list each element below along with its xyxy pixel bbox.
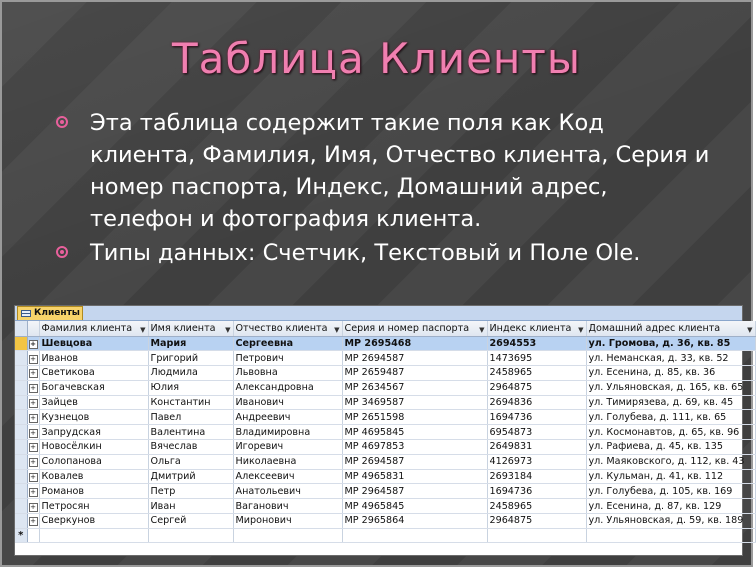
expand-plus-icon[interactable]: +: [30, 384, 36, 393]
table-cell[interactable]: ул. Кульман, д. 41, кв. 112: [586, 469, 755, 484]
table-row[interactable]: [15, 395, 755, 410]
expander-cell: [27, 514, 39, 529]
table-cell[interactable]: Сергеевна: [233, 336, 342, 351]
row-selector[interactable]: [15, 499, 27, 514]
expand-plus-icon[interactable]: +: [30, 369, 36, 378]
bullet-item: [56, 237, 716, 269]
expander-cell: [27, 351, 39, 366]
table-cell[interactable]: ул. Голубева, д. 111, кв. 65: [586, 410, 755, 425]
table-cell[interactable]: ул. Неманская, д. 33, кв. 52: [586, 351, 755, 366]
dropdown-arrow-icon[interactable]: ▼: [747, 325, 753, 334]
table-body: [15, 336, 755, 542]
table-cell[interactable]: Ковалев: [39, 469, 148, 484]
row-selector[interactable]: [15, 336, 27, 351]
expand-plus-icon[interactable]: +: [30, 473, 36, 482]
table-cell[interactable]: ул. Есенина, д. 85, кв. 36: [586, 366, 755, 381]
table-cell[interactable]: Иван: [148, 499, 233, 514]
table-cell[interactable]: 1694736: [487, 410, 586, 425]
table-cell[interactable]: Иванович: [233, 395, 342, 410]
table-row[interactable]: [15, 440, 755, 455]
table-cell[interactable]: Романов: [39, 484, 148, 499]
table-cell[interactable]: Александровна: [233, 380, 342, 395]
table-row[interactable]: [15, 469, 755, 484]
expander-cell: [27, 484, 39, 499]
dropdown-arrow-icon[interactable]: ▼: [479, 325, 485, 334]
table-cell[interactable]: МР 2695468: [342, 336, 487, 351]
table-cell[interactable]: Людмила: [148, 366, 233, 381]
table-cell[interactable]: ул. Рафиева, д. 45, кв. 135: [586, 440, 755, 455]
table-cell[interactable]: 2458965: [487, 499, 586, 514]
table-cell[interactable]: Павел: [148, 410, 233, 425]
empty-cell[interactable]: [233, 528, 342, 542]
table-cell[interactable]: МР 2694587: [342, 351, 487, 366]
table-row[interactable]: [15, 484, 755, 499]
table-cell[interactable]: Мария: [148, 336, 233, 351]
table-cell[interactable]: 2694553: [487, 336, 586, 351]
datasheet: [15, 321, 756, 543]
table-row[interactable]: [15, 499, 755, 514]
table-cell[interactable]: 2649831: [487, 440, 586, 455]
dropdown-arrow-icon[interactable]: ▼: [225, 325, 231, 334]
table-cell[interactable]: Григорий: [148, 351, 233, 366]
table-row[interactable]: [15, 366, 755, 381]
table-cell[interactable]: ул. Есенина, д. 87, кв. 129: [586, 499, 755, 514]
table-cell[interactable]: ул. Тимирязева, д. 69, кв. 45: [586, 395, 755, 410]
table-row[interactable]: [15, 425, 755, 440]
row-selector[interactable]: [15, 440, 27, 455]
bullet-item: [56, 107, 716, 235]
table-cell[interactable]: МР 4695845: [342, 425, 487, 440]
table-cell[interactable]: МР 4697853: [342, 440, 487, 455]
bullet-text: Типы данных: Счетчик, Текстовый и Поле Ole.: [90, 240, 641, 266]
table-cell[interactable]: МР 2651598: [342, 410, 487, 425]
table-cell[interactable]: Запрудская: [39, 425, 148, 440]
table-cell[interactable]: Кузнецов: [39, 410, 148, 425]
table-icon: [21, 310, 31, 317]
dropdown-arrow-icon[interactable]: ▼: [140, 325, 146, 334]
column-header-patronymic[interactable]: [233, 321, 342, 336]
select-all-cell[interactable]: [15, 321, 27, 336]
dropdown-arrow-icon[interactable]: ▼: [334, 325, 340, 334]
table-cell[interactable]: Петросян: [39, 499, 148, 514]
table-cell[interactable]: ул. Космонавтов, д. 65, кв. 96: [586, 425, 755, 440]
table-cell[interactable]: МР 4965831: [342, 469, 487, 484]
table-cell[interactable]: МР 4965845: [342, 499, 487, 514]
expander-cell: [27, 440, 39, 455]
table-cell[interactable]: 1473695: [487, 351, 586, 366]
expander-cell: [27, 425, 39, 440]
empty-cell[interactable]: [487, 528, 586, 542]
table-cell[interactable]: МР 2659487: [342, 366, 487, 381]
empty-cell[interactable]: [39, 528, 148, 542]
table-cell[interactable]: Игоревич: [233, 440, 342, 455]
table-cell[interactable]: Иванов: [39, 351, 148, 366]
bullet-marker-icon: [56, 116, 68, 128]
table-cell[interactable]: ул. Ульяновская, д. 165, кв. 65: [586, 380, 755, 395]
table-row[interactable]: [15, 514, 755, 529]
table-cell[interactable]: 2694836: [487, 395, 586, 410]
table-cell[interactable]: 2458965: [487, 366, 586, 381]
table-cell[interactable]: МР 3469587: [342, 395, 487, 410]
table-cell[interactable]: Зайцев: [39, 395, 148, 410]
column-header-passport[interactable]: [342, 321, 487, 336]
tab-label: Клиенты: [34, 308, 80, 318]
column-header-label: Домашний адрес клиента: [588, 322, 721, 334]
table-cell[interactable]: Сергей: [148, 514, 233, 529]
expand-plus-icon[interactable]: +: [30, 399, 36, 408]
expand-plus-icon[interactable]: +: [30, 413, 36, 422]
table-cell[interactable]: МР 2634567: [342, 380, 487, 395]
column-header-label: Отчество клиента: [235, 322, 328, 334]
table-cell[interactable]: 6954873: [487, 425, 586, 440]
expander-cell: [27, 336, 39, 351]
bullet-list: [56, 107, 716, 271]
table-row[interactable]: [15, 336, 755, 351]
table-cell[interactable]: 1694736: [487, 484, 586, 499]
table-cell[interactable]: Ольга: [148, 454, 233, 469]
table-cell[interactable]: Петр: [148, 484, 233, 499]
column-header-lastname[interactable]: [39, 321, 148, 336]
new-record-marker[interactable]: *: [15, 528, 27, 542]
table-cell[interactable]: 2964875: [487, 380, 586, 395]
expand-plus-icon[interactable]: +: [30, 487, 36, 496]
expander-cell: [27, 395, 39, 410]
column-header-index[interactable]: [487, 321, 586, 336]
tab-bar: [15, 306, 742, 321]
expander-cell: [27, 366, 39, 381]
expand-plus-icon[interactable]: +: [30, 502, 36, 511]
table-cell[interactable]: ул. Громова, д. 36, кв. 85: [586, 336, 755, 351]
expand-plus-icon[interactable]: +: [30, 428, 36, 437]
table-cell[interactable]: Валентина: [148, 425, 233, 440]
expander-cell: [27, 454, 39, 469]
table-cell[interactable]: Шевцова: [39, 336, 148, 351]
table-cell[interactable]: Андреевич: [233, 410, 342, 425]
bullet-text: Эта таблица содержит такие поля как Код клиента, Фамилия, Имя, Отчество клиента, Серия и номер паспорта, Индекс, Домашний адрес, телефон и фотография клиента.: [90, 110, 710, 232]
table-cell[interactable]: Юлия: [148, 380, 233, 395]
table-cell[interactable]: Петрович: [233, 351, 342, 366]
column-header-address[interactable]: [586, 321, 755, 336]
table-cell[interactable]: Вячеслав: [148, 440, 233, 455]
expand-plus-icon[interactable]: +: [30, 354, 36, 363]
expander-cell: [27, 469, 39, 484]
expander-header: [27, 321, 39, 336]
table-cell[interactable]: 2964875: [487, 514, 586, 529]
tab-clients[interactable]: [17, 306, 83, 320]
row-selector[interactable]: [15, 484, 27, 499]
expander-cell: [27, 410, 39, 425]
column-header-label: Фамилия клиента: [41, 322, 133, 334]
row-selector[interactable]: [15, 514, 27, 529]
table-cell[interactable]: Николаевна: [233, 454, 342, 469]
row-selector[interactable]: [15, 469, 27, 484]
slide-title: Таблица Клиенты: [172, 34, 581, 83]
table-cell[interactable]: МР 2965864: [342, 514, 487, 529]
column-header-label: Серия и номер паспорта: [344, 322, 470, 334]
table-cell[interactable]: Светикова: [39, 366, 148, 381]
table-cell[interactable]: Богачевская: [39, 380, 148, 395]
expander-cell: [27, 499, 39, 514]
row-selector[interactable]: [15, 395, 27, 410]
row-selector[interactable]: [15, 380, 27, 395]
empty-cell[interactable]: [148, 528, 233, 542]
expand-plus-icon[interactable]: +: [30, 517, 36, 526]
row-selector[interactable]: [15, 366, 27, 381]
row-selector[interactable]: [15, 454, 27, 469]
header-row: [15, 321, 755, 336]
expand-plus-icon[interactable]: +: [30, 339, 36, 348]
table-row[interactable]: [15, 351, 755, 366]
table-cell[interactable]: ул. Голубева, д. 105, кв. 169: [586, 484, 755, 499]
table-cell[interactable]: Константин: [148, 395, 233, 410]
empty-cell[interactable]: [27, 528, 39, 542]
table-cell[interactable]: Солопанова: [39, 454, 148, 469]
table-cell[interactable]: Львовна: [233, 366, 342, 381]
empty-cell[interactable]: [342, 528, 487, 542]
table-cell[interactable]: МР 2964587: [342, 484, 487, 499]
dropdown-arrow-icon[interactable]: ▼: [578, 325, 584, 334]
table-row[interactable]: [15, 380, 755, 395]
empty-cell[interactable]: [586, 528, 755, 542]
table-row[interactable]: [15, 454, 755, 469]
table-cell[interactable]: МР 2694587: [342, 454, 487, 469]
table-cell[interactable]: Анатольевич: [233, 484, 342, 499]
access-table-screenshot: [14, 305, 753, 556]
table-cell[interactable]: Миронович: [233, 514, 342, 529]
column-header-label: Имя клиента: [150, 322, 216, 334]
table-cell[interactable]: Новосёлкин: [39, 440, 148, 455]
table-cell[interactable]: 2693184: [487, 469, 586, 484]
table-cell[interactable]: Владимировна: [233, 425, 342, 440]
bullet-marker-icon: [56, 246, 68, 258]
row-selector[interactable]: [15, 425, 27, 440]
table-cell[interactable]: ул. Ульяновская, д. 59, кв. 189: [586, 514, 755, 529]
expand-plus-icon[interactable]: +: [30, 443, 36, 452]
column-header-label: Индекс клиента: [489, 322, 572, 334]
table-cell[interactable]: Сверкунов: [39, 514, 148, 529]
table-cell[interactable]: ул. Маяковского, д. 112, кв. 43: [586, 454, 755, 469]
row-selector[interactable]: [15, 410, 27, 425]
table-row[interactable]: [15, 410, 755, 425]
column-header-firstname[interactable]: [148, 321, 233, 336]
expand-plus-icon[interactable]: +: [30, 458, 36, 467]
row-selector[interactable]: [15, 351, 27, 366]
new-record-row[interactable]: [15, 528, 755, 542]
expander-cell: [27, 380, 39, 395]
table-cell[interactable]: 4126973: [487, 454, 586, 469]
table-cell[interactable]: Алексеевич: [233, 469, 342, 484]
table-cell[interactable]: Ваганович: [233, 499, 342, 514]
table-cell[interactable]: Дмитрий: [148, 469, 233, 484]
